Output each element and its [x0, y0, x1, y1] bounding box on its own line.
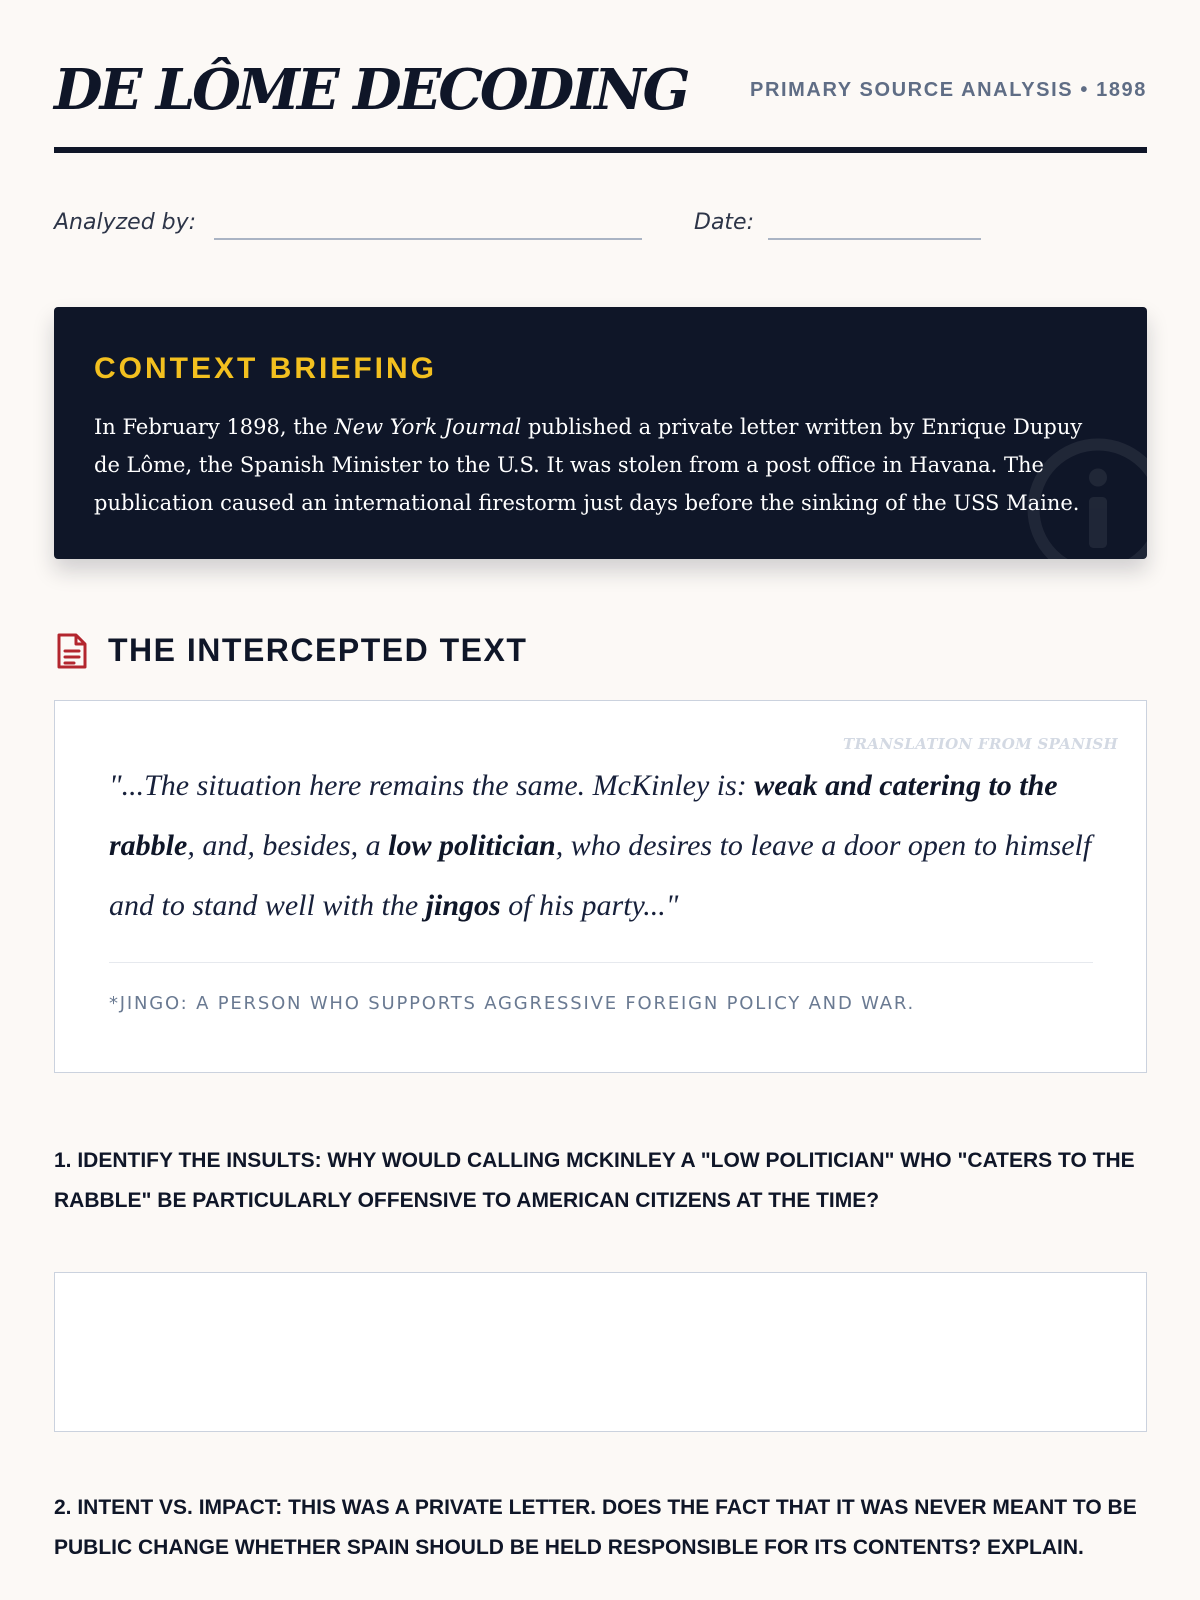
briefing-title: CONTEXT BRIEFING: [94, 352, 438, 385]
quote-part-4: of his party...": [500, 889, 679, 922]
briefing-text-intro: In February 1898, the: [94, 415, 335, 439]
briefing-text: [94, 408, 1114, 522]
question-1: 1. IDENTIFY THE INSULTS: WHY WOULD CALLING MCKINLEY A "LOW POLITICIAN" WHO "CATERS TO THE RABBLE" BE PARTICULARLY OFFENSIVE TO AMERICAN CITIZENS AT THE TIME?: [54, 1149, 1135, 1212]
analyzed-by-field[interactable]: [214, 238, 642, 240]
section-title: THE INTERCEPTED TEXT: [108, 632, 528, 668]
quote-part-3: , who desires to leave a door open to himself and to stand well with the: [109, 829, 1092, 922]
intercepted-text-heading: [54, 628, 1147, 672]
newspaper-name: New York Journal: [334, 415, 522, 439]
quote-divider: [109, 962, 1093, 963]
translation-tag: TRANSLATION FROM SPANISH: [843, 735, 1118, 753]
answer-box-1[interactable]: [54, 1272, 1147, 1432]
briefing-text-body: published a private letter written by Enrique Dupuy de Lôme, the Spanish Minister to the U.S. It was stolen from a post office in Havana. The publication caused an international firestorm just days before the sinking of the USS Maine.: [94, 415, 1083, 515]
document-icon: [54, 632, 90, 670]
page-title: DE LÔME DECODING: [54, 57, 688, 123]
info-icon: [1023, 434, 1147, 559]
quote-highlight-rabble: weak and catering to the rabble: [109, 769, 1058, 862]
jingo-footnote: *JINGO: A PERSON WHO SUPPORTS AGGRESSIVE FOREIGN POLICY AND WAR.: [109, 993, 916, 1014]
letter-quote: [109, 756, 1109, 936]
student-info: [54, 206, 1147, 246]
quote-highlight-low-politician: low politician: [388, 829, 556, 862]
question-2: 2. INTENT VS. IMPACT: THIS WAS A PRIVATE LETTER. DOES THE FACT THAT IT WAS NEVER MEANT TO BE PUBLIC CHANGE WHETHER SPAIN SHOULD BE HELD RESPONSIBLE FOR ITS CONTENTS? EXPLAIN.: [54, 1496, 1137, 1559]
page-subtitle: PRIMARY SOURCE ANALYSIS • 1898: [750, 79, 1147, 101]
header-divider: [54, 147, 1147, 153]
quote-highlight-jingos: jingos: [425, 889, 501, 922]
quote-box: [54, 700, 1147, 1073]
header: [54, 54, 1147, 154]
date-label: Date:: [694, 210, 754, 235]
quote-part-1: "...The situation here remains the same. McKinley is:: [109, 769, 755, 802]
context-briefing: [54, 307, 1147, 559]
date-field[interactable]: [768, 238, 981, 240]
analyzed-by-label: Analyzed by:: [54, 210, 197, 235]
quote-part-2: , and, besides, a: [187, 829, 389, 862]
